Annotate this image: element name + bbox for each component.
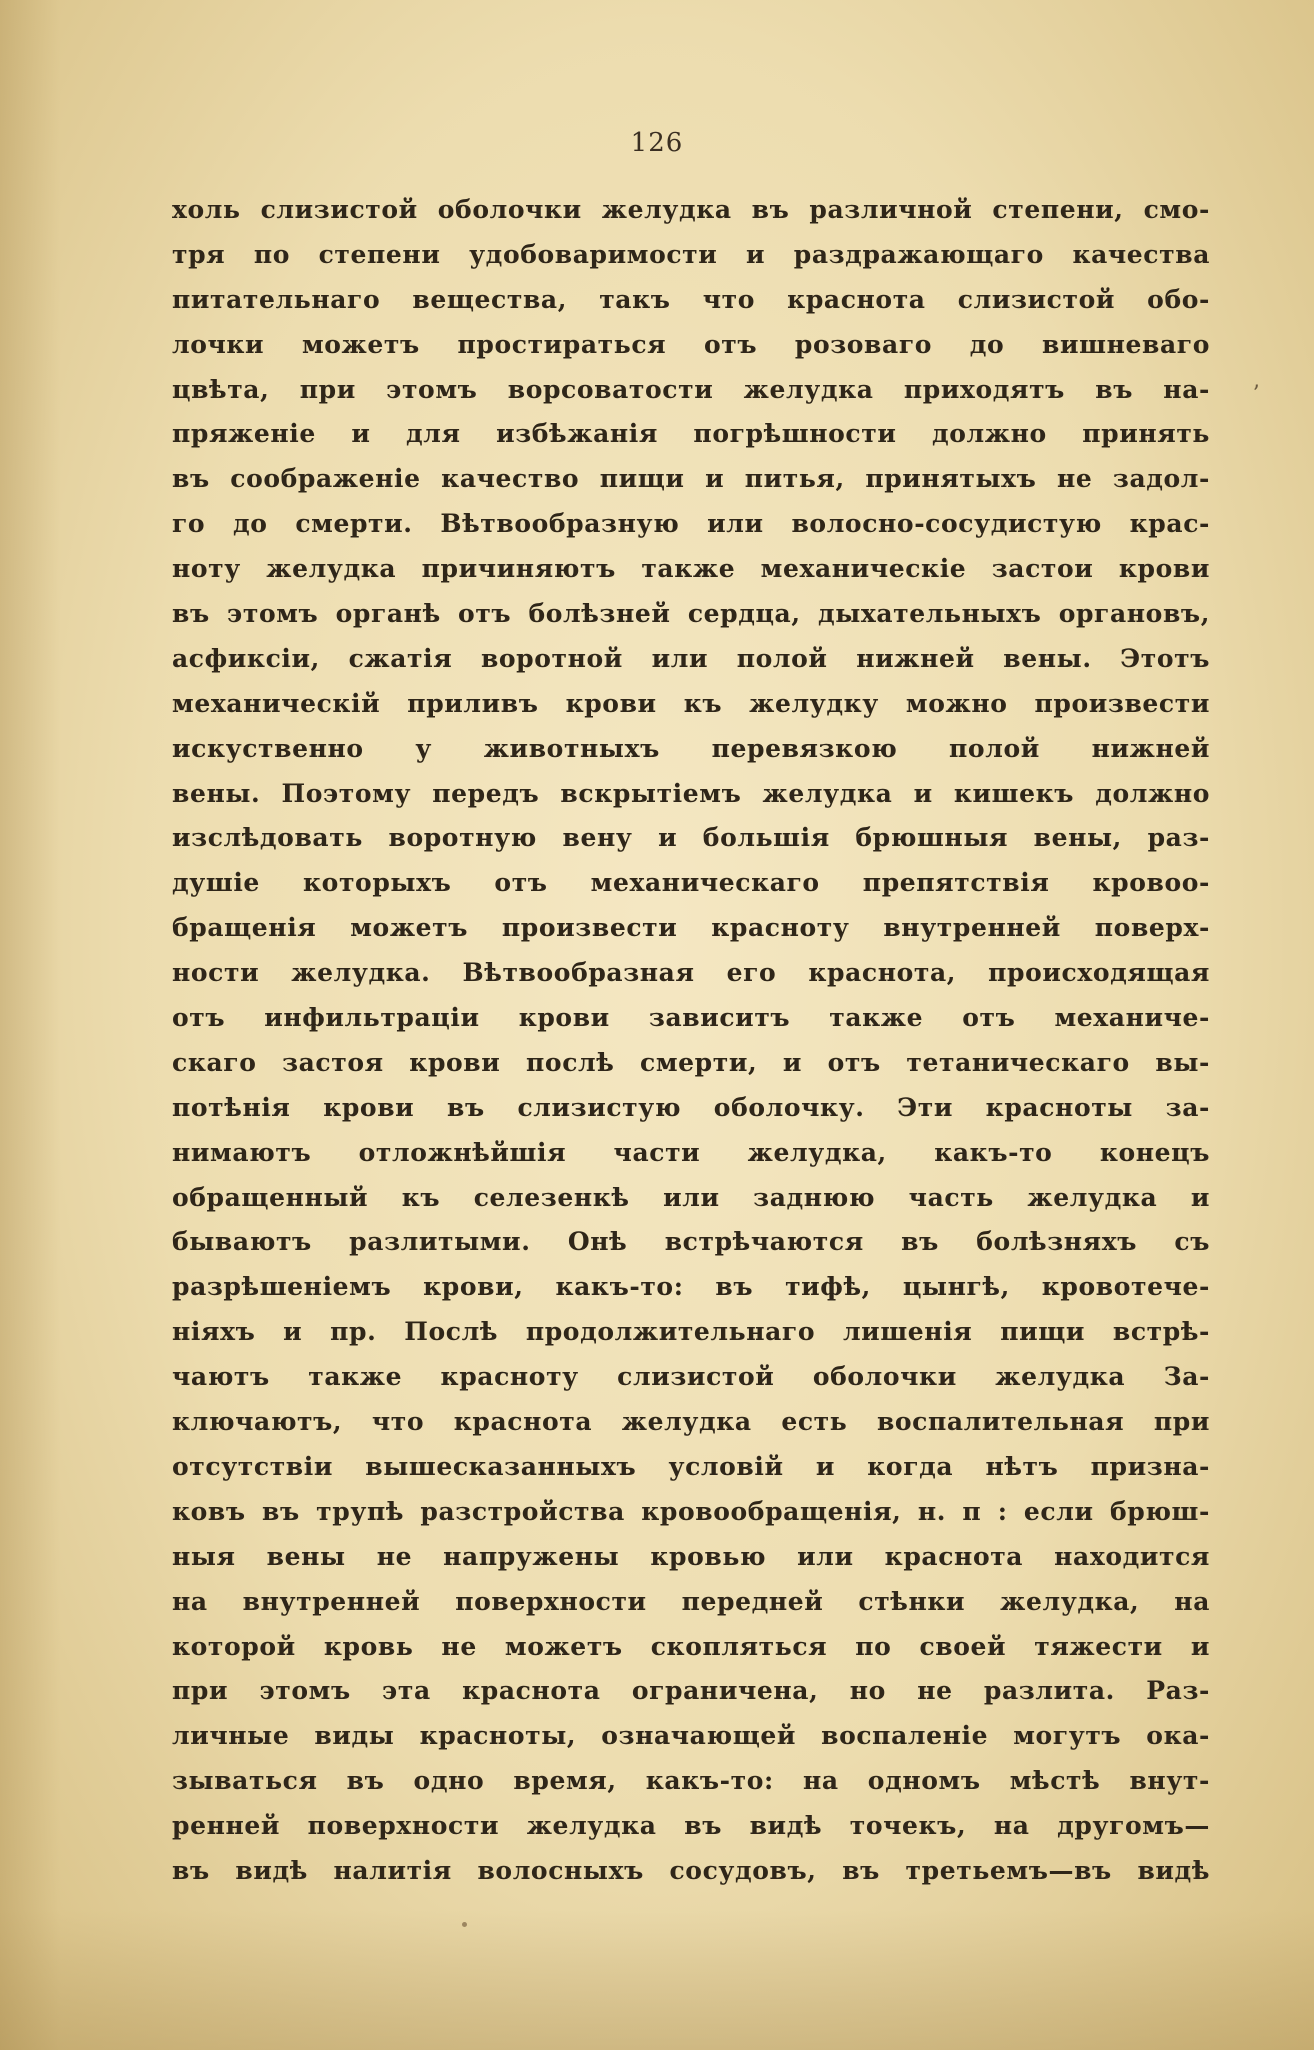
text-line: холь слизистой оболочки желудка въ различной степени, смо- [172,195,1210,224]
text-line: душіе которыхъ отъ механическаго препятствія кровоо- [172,868,1210,898]
text-line: зываться въ одно время, какъ-то: на одномъ мѣстѣ внут- [172,1766,1210,1796]
text-line: ковъ въ трупѣ разстройства кровообращенія, н. п : если брюш- [172,1496,1210,1526]
text-line: ности желудка. Вѣтвообразная его краснота, происходящая [172,958,1210,988]
text-line: искуственно у животныхъ перевязкою полой нижней [172,733,1210,763]
text-line: тря по степени удобоваримости и раздражающаго качества [172,239,1210,269]
text-line: питательнаго вещества, такъ что краснота слизистой обо- [172,284,1210,314]
text-line: въ этомъ органѣ отъ болѣзней сердца, дыхательныхъ органовъ, [172,599,1210,629]
text-line: въ видѣ налитія волосныхъ сосудовъ, въ третьемъ—въ видѣ [172,1855,1210,1885]
text-line: разрѣшеніемъ крови, какъ-то: въ тифѣ, цынгѣ, кровотече- [172,1272,1210,1302]
text-line: цвѣта, при этомъ ворсоватости желудка приходятъ въ на- [172,374,1210,404]
text-line: личные виды красноты, означающей воспаленіе могутъ ока- [172,1721,1210,1751]
text-line: ноту желудка причиняютъ также механическіе застои крови [172,554,1210,584]
text-line: чаютъ также красноту слизистой оболочки желудка За- [172,1362,1210,1392]
text-line: потѣнія крови въ слизистую оболочку. Эти красноты за- [172,1092,1210,1122]
text-line: лочки можетъ простираться отъ розоваго до вишневаго [172,329,1210,359]
text-line: бываютъ разлитыми. Онѣ встрѣчаются въ болѣзняхъ съ [172,1227,1210,1257]
page-number: 126 [630,128,684,158]
text-line: асфиксіи, сжатія воротной или полой нижней вены. Этотъ [172,643,1210,673]
text-line: ключаютъ, что краснота желудка есть воспалительная при [172,1407,1210,1437]
text-line: на внутренней поверхности передней стѣнки желудка, на [172,1586,1210,1616]
text-line: ніяхъ и пр. Послѣ продолжительнаго лишенія пищи встрѣ- [172,1317,1210,1347]
page-shadow-bottom [0,1910,1314,2050]
page-shadow-left [0,0,60,2050]
margin-mark: ʼ [1252,382,1259,407]
text-line: ныя вены не напружены кровью или краснота находится [172,1541,1210,1571]
text-line: обращенный къ селезенкѣ или заднюю часть желудка и [172,1182,1210,1212]
text-line: которой кровь не можетъ скопляться по своей тяжести и [172,1631,1210,1661]
text-line: отъ инфильтраціи крови зависитъ также отъ механиче- [172,1003,1210,1033]
text-line: отсутствіи вышесказанныхъ условій и когда нѣтъ призна- [172,1451,1210,1481]
text-line: бращенія можетъ произвести красноту внутренней поверх- [172,913,1210,943]
body-text [172,188,1210,1894]
text-line: скаго застоя крови послѣ смерти, и отъ тетаническаго вы- [172,1047,1210,1077]
text-line: при этомъ эта краснота ограничена, но не разлита. Раз- [172,1676,1210,1706]
text-line: вены. Поэтому передъ вскрытіемъ желудка и кишекъ должно [172,778,1210,808]
text-line: механическій приливъ крови къ желудку можно произвести [172,688,1210,718]
text-line: въ соображеніе качество пищи и питья, принятыхъ не задол- [172,464,1210,494]
text-line: пряженіе и для избѣжанія погрѣшности должно принять [172,419,1210,449]
text-line: го до смерти. Вѣтвообразную или волосно-сосудистую крас- [172,509,1210,539]
text-line: изслѣдовать воротную вену и большія брюшныя вены, раз- [172,823,1210,853]
paper-speck [462,1922,467,1927]
text-line: нимаютъ отложнѣйшія части желудка, какъ-то конецъ [172,1137,1210,1167]
text-line: ренней поверхности желудка въ видѣ точекъ, на другомъ— [172,1811,1210,1841]
